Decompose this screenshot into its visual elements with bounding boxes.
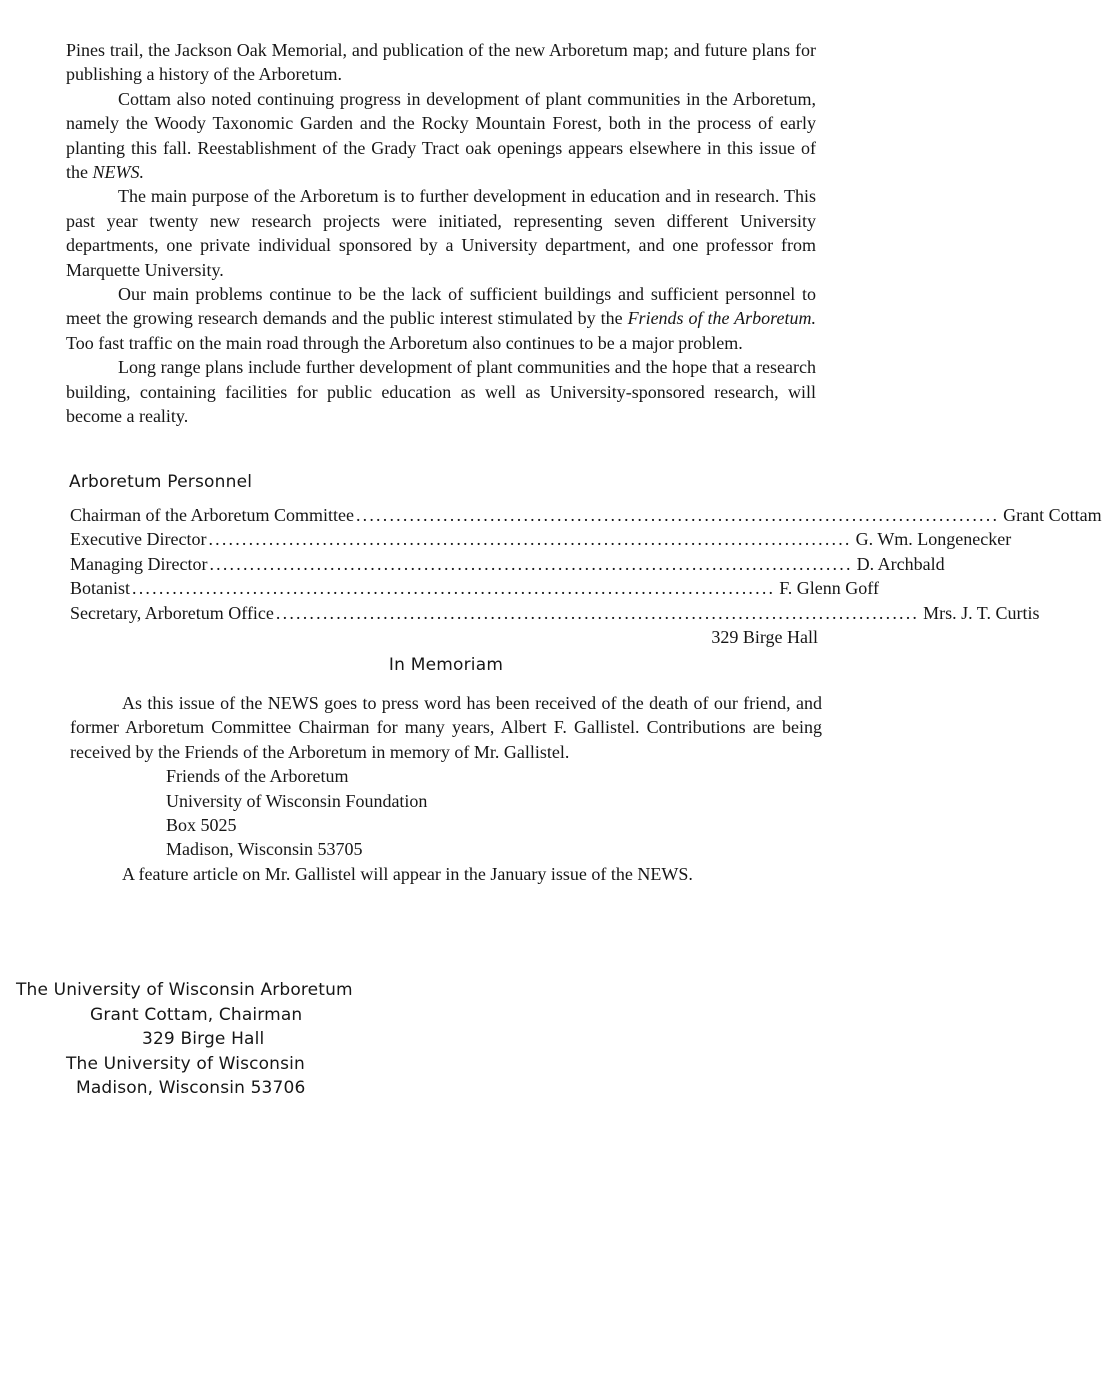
dot-leader: ................................................................................................ <box>275 602 920 623</box>
personnel-role: Managing Director <box>70 553 208 574</box>
paragraph-main-problems <box>66 282 816 355</box>
personnel-role: Executive Director <box>70 529 207 550</box>
paragraph-long-range-plans: Long range plans include further development of plant communities and the hope that a research building, containing facilities for public education as well as University-sponsored research, will become a reality. <box>66 357 816 427</box>
plant-communities-text: Cottam also noted continuing progress in development of plant communities in the Arboretum, namely the Woody Taxonomic Garden and the Rocky Mountain Forest, both in the process of early planting this fall. Reestablishment of the Grady Tract oak openings appears elsewhere in this issue of the <box>66 88 816 183</box>
footer-org-name: The University of Wisconsin Arboretum <box>16 980 353 1000</box>
mailing-address-block <box>16 978 376 1101</box>
personnel-role: Secretary, Arboretum Office <box>70 602 274 623</box>
footer-city: Madison, Wisconsin 53706 <box>76 1078 306 1098</box>
paragraph-plant-communities <box>66 87 816 185</box>
contribution-address <box>70 764 822 862</box>
personnel-name: Grant Cottam <box>1003 505 1102 525</box>
address-line: Friends of the Arboretum <box>166 766 349 787</box>
address-line: Madison, Wisconsin 53705 <box>166 839 363 860</box>
personnel-role: Chairman of the Arboretum Committee <box>70 505 354 525</box>
personnel-role: Botanist <box>70 578 131 599</box>
friends-italic: Friends of the Arboretum. <box>627 308 816 329</box>
feature-article-note: A feature article on Mr. Gallistel will appear in the January issue of the NEWS. <box>122 863 693 884</box>
address-line: Box 5025 <box>166 815 237 835</box>
personnel-list <box>70 503 1102 649</box>
personnel-row <box>70 601 1040 625</box>
footer-university: The University of Wisconsin <box>66 1053 305 1074</box>
personnel-row <box>70 527 1012 551</box>
dot-leader: ................................................................................................ <box>209 553 853 574</box>
personnel-row <box>70 576 879 600</box>
memoriam-section <box>70 691 822 886</box>
personnel-name: F. Glenn Goff <box>779 578 879 599</box>
personnel-row <box>70 503 1102 527</box>
footer-hall: 329 Birge Hall <box>142 1029 265 1049</box>
dot-leader: ................................................................................................ <box>208 529 852 550</box>
memoriam-heading: In Memoriam <box>388 655 504 675</box>
problems-text-before: Our main problems continue to be the lack of sufficient buildings and sufficient personnel to meet the growing research demands and the public interest stimulated by the <box>66 284 816 329</box>
paragraph-main-purpose: The main purpose of the Arboretum is to further development in education and in research. This past year twenty new research projects were initiated, representing seven different University departments, one private individual sponsored by a University department, and one professor from Marquette University. <box>66 186 816 280</box>
office-address: 329 Birge Hall <box>711 626 818 647</box>
personnel-heading: Arboretum Personnel <box>69 472 253 492</box>
footer-chairman: Grant Cottam, Chairman <box>90 1004 303 1025</box>
news-italic: NEWS. <box>92 162 144 183</box>
personnel-name: G. Wm. Longenecker <box>855 529 1012 550</box>
address-line: University of Wisconsin Foundation <box>166 790 428 811</box>
dot-leader: ................................................................................................ <box>355 505 1000 525</box>
problems-text-after: Too fast traffic on the main road through the Arboretum also continues to be a major problem. <box>66 332 743 353</box>
paragraph-arboretum-map: Pines trail, the Jackson Oak Memorial, and publication of the new Arboretum map; and future plans for publishing a history of the Arboretum. <box>66 40 816 85</box>
personnel-name: D. Archbald <box>856 553 945 574</box>
personnel-row <box>70 552 945 576</box>
personnel-name: Mrs. J. T. Curtis <box>923 602 1040 623</box>
dot-leader: ................................................................................................ <box>132 578 776 599</box>
memoriam-paragraph: As this issue of the NEWS goes to press word has been received of the death of our friend, and former Arboretum Committee Chairman for many years, Albert F. Gallistel. Contributions are being received by the Friends of the Arboretum in memory of Mr. Gallistel. <box>70 693 822 762</box>
report-body <box>66 38 816 429</box>
